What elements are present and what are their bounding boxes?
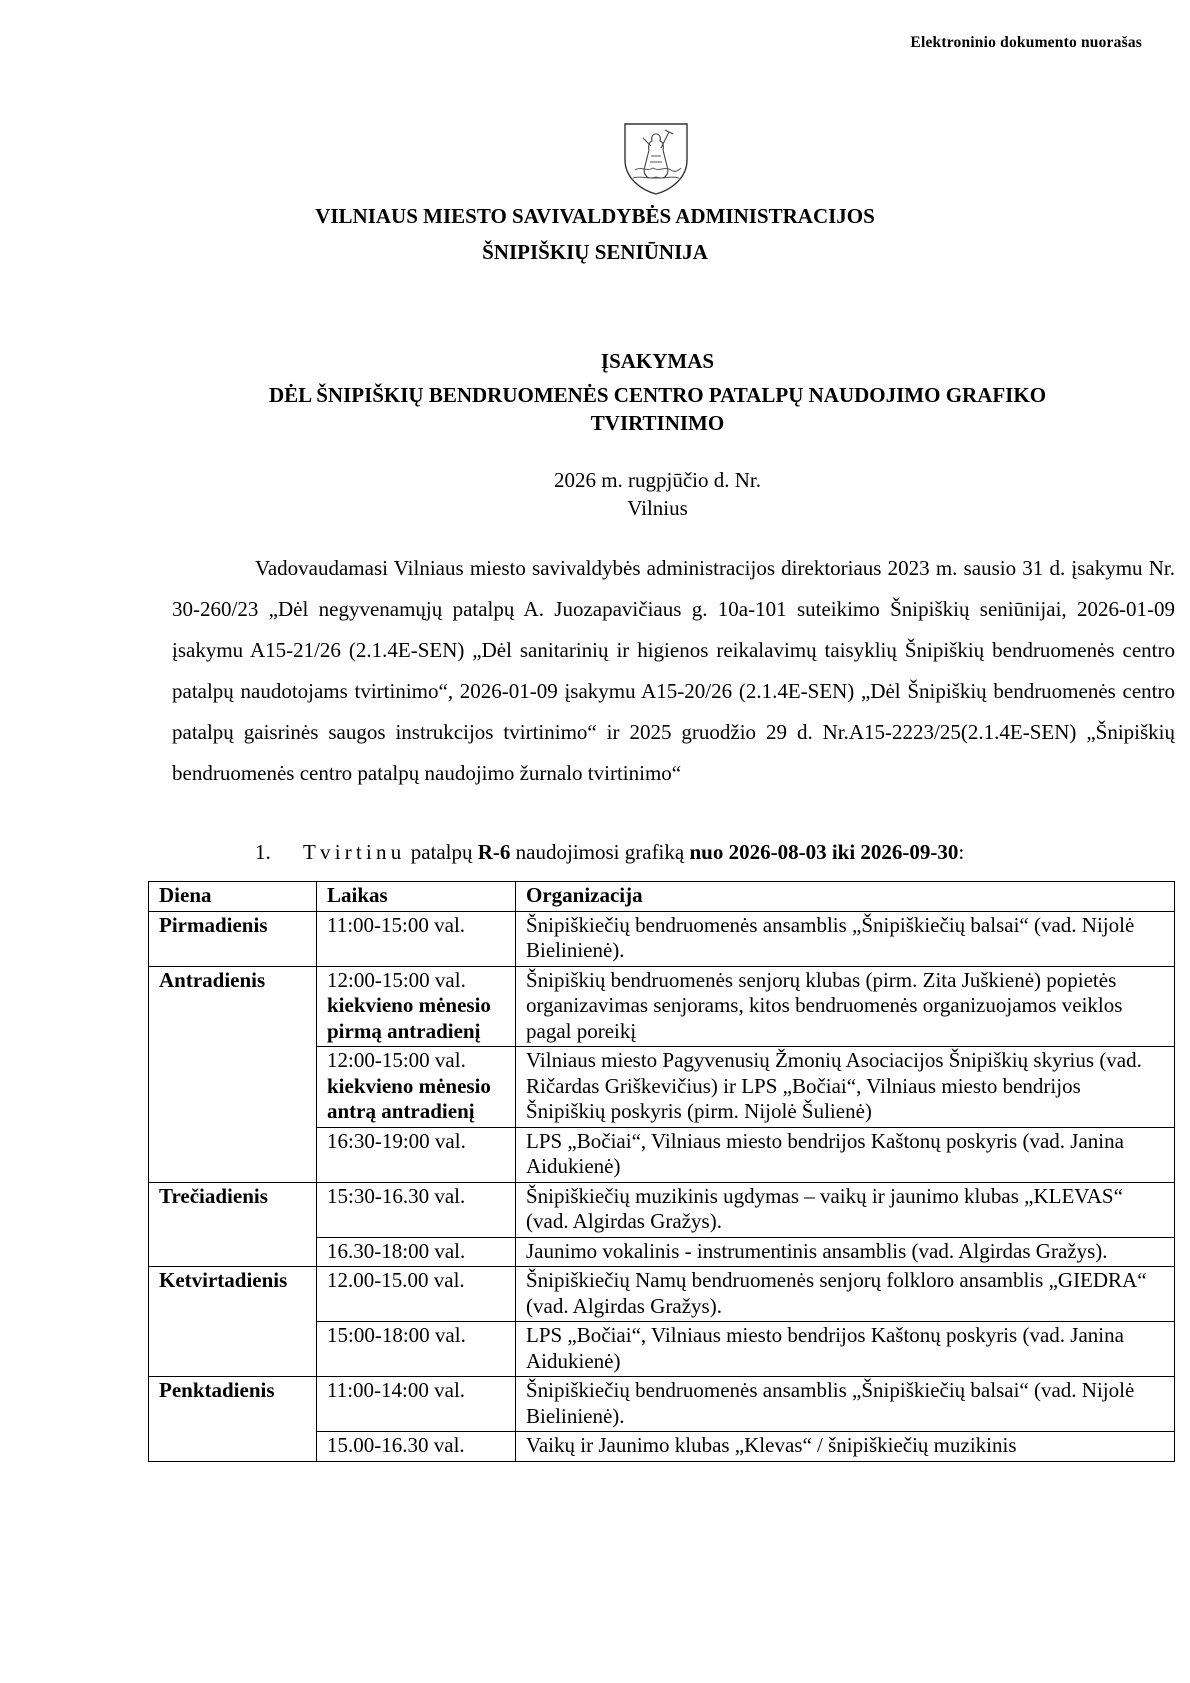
organization-cell: Šnipiškiečių bendruomenės ansamblis „Šnipiškiečių balsai“ (vad. Nijolė Bielinienė). <box>516 911 1175 966</box>
organization-unit: ŠNIPIŠKIŲ SENIŪNIJA <box>482 240 708 264</box>
time-value: 15:00-18:00 val. <box>327 1323 466 1347</box>
time-cell <box>317 966 516 1047</box>
approve-text-2: naudojimosi grafiką <box>510 840 690 864</box>
time-cell <box>317 1047 516 1128</box>
time-cell <box>317 1237 516 1267</box>
table-row <box>149 966 1175 1047</box>
organization-cell: Vilniaus miesto Pagyvenusių Žmonių Asociacijos Šnipiškių skyrius (vad. Ričardas Griškevičius) ir LPS „Bočiai“, Vilniaus miesto bendrijos Šnipiškių poskyris (pirm. Nijolė Šulienė) <box>516 1047 1175 1128</box>
time-cell <box>317 1377 516 1432</box>
time-value: 11:00-14:00 val. <box>327 1378 466 1402</box>
time-cell <box>317 911 516 966</box>
approval-clause <box>255 838 964 866</box>
time-value: 11:00-15:00 val. <box>327 912 466 937</box>
organization-cell: Jaunimo vokalinis - instrumentinis ansamblis (vad. Algirdas Gražys). <box>516 1237 1175 1267</box>
organization-name: VILNIAUS MIESTO SAVIVALDYBĖS ADMINISTRACIJOS <box>315 204 875 228</box>
time-value: 12:00-15:00 val. <box>327 1048 466 1072</box>
table-row <box>149 1377 1175 1432</box>
clause-number: 1. <box>255 840 271 864</box>
time-cell <box>317 1267 516 1322</box>
table-row <box>149 1267 1175 1322</box>
day-cell: Trečiadienis <box>149 1182 317 1267</box>
header-time: Laikas <box>317 882 516 912</box>
time-cell <box>317 1127 516 1182</box>
time-note: kiekvieno mėnesio antrą antradienį <box>327 1073 491 1123</box>
organization-cell: Šnipiškiečių bendruomenės ansamblis „Šnipiškiečių balsai“ (vad. Nijolė Bielinienė). <box>516 1377 1175 1432</box>
header-organization: Organizacija <box>516 882 1175 912</box>
day-cell: Antradienis <box>149 966 317 1182</box>
organization-cell: Vaikų ir Jaunimo klubas „Klevas“ / šnipiškiečių muzikinis <box>516 1432 1175 1462</box>
table-header-row <box>149 882 1175 912</box>
time-value: 12.00-15.00 val. <box>327 1268 465 1292</box>
approve-text-1: patalpų <box>405 840 478 864</box>
organization-cell: Šnipiškių bendruomenės senjorų klubas (pirm. Zita Juškienė) popietės organizavimas senjorams, kitos bendruomenės organizuojamos veiklos pagal poreikį <box>516 966 1175 1047</box>
schedule-period: nuo 2026-08-03 iki 2026-09-30 <box>689 840 959 864</box>
document-type: ĮSAKYMAS <box>600 349 715 373</box>
room-code: R-6 <box>477 840 511 864</box>
schedule-body <box>149 911 1175 1461</box>
time-cell <box>317 1182 516 1237</box>
time-value: 16.30-18:00 val. <box>327 1238 466 1263</box>
document-title-line-2: TVIRTINIMO <box>590 411 725 435</box>
organization-cell: Šnipiškiečių Namų bendruomenės senjorų folkloro ansamblis „GIEDRA“ (vad. Algirdas Gražys). <box>516 1267 1175 1322</box>
time-cell <box>317 1322 516 1377</box>
preamble-paragraph <box>172 548 1175 794</box>
coat-of-arms-icon <box>621 120 691 196</box>
document-place: Vilnius <box>627 496 688 520</box>
organization-cell: LPS „Bočiai“, Vilniaus miesto bendrijos Kaštonų poskyris (vad. Janina Aidukienė) <box>516 1127 1175 1182</box>
time-note: kiekvieno mėnesio pirmą antradienį <box>327 993 491 1043</box>
time-value: 12:00-15:00 val. <box>327 967 466 992</box>
day-cell: Ketvirtadienis <box>149 1267 317 1377</box>
document-date-number: 2026 m. rugpjūčio d. Nr. <box>553 468 762 492</box>
approve-verb: Tvirtinu <box>303 840 406 864</box>
organization-cell: LPS „Bočiai“, Vilniaus miesto bendrijos Kaštonų poskyris (vad. Janina Aidukienė) <box>516 1322 1175 1377</box>
preamble-text: Vadovaudamasi Vilniaus miesto savivaldybės administracijos direktoriaus 2023 m. sausio 31 d. įsakymu Nr. 30-260/23 „Dėl negyvenamųjų patalpų A. Juozapavičiaus g. 10a-101 suteikimo Šnipiškių seniūnijai, 2026-01-09 įsakymu A15-21/26 (2.1.4E-SEN) „Dėl sanitarinių ir higienos reikalavimų taisyklių Šnipiškių bendruomenės centro patalpų naudotojams tvirtinimo“, 2026-01-09 įsakymu A15-20/26 (2.1.4E-SEN) „Dėl Šnipiškių bendruomenės centro patalpų gaisrinės saugos instrukcijos tvirtinimo“ ir 2025 gruodžio 29 d. Nr.A15-2223/25(2.1.4E-SEN) „Šnipiškių bendruomenės centro patalpų naudojimo žurnalo tvirtinimo“ <box>172 556 1175 785</box>
time-value: 15:30-16.30 val. <box>327 1183 466 1208</box>
time-value: 16:30-19:00 val. <box>327 1128 466 1153</box>
document-copy-note: Elektroninio dokumento nuorašas <box>910 34 1142 51</box>
approve-end: : <box>958 840 965 864</box>
header-day: Diena <box>149 882 317 912</box>
schedule-table <box>148 881 1175 1462</box>
document-title-line-1: DĖL ŠNIPIŠKIŲ BENDRUOMENĖS CENTRO PATALPŲ NAUDOJIMO GRAFIKO <box>268 383 1047 407</box>
time-value: 15.00-16.30 val. <box>327 1433 465 1457</box>
table-row <box>149 1182 1175 1237</box>
day-cell: Penktadienis <box>149 1377 317 1462</box>
day-cell: Pirmadienis <box>149 911 317 966</box>
table-row <box>149 911 1175 966</box>
time-cell <box>317 1432 516 1462</box>
organization-cell: Šnipiškiečių muzikinis ugdymas – vaikų ir jaunimo klubas „KLEVAS“ (vad. Algirdas Gražys). <box>516 1182 1175 1237</box>
